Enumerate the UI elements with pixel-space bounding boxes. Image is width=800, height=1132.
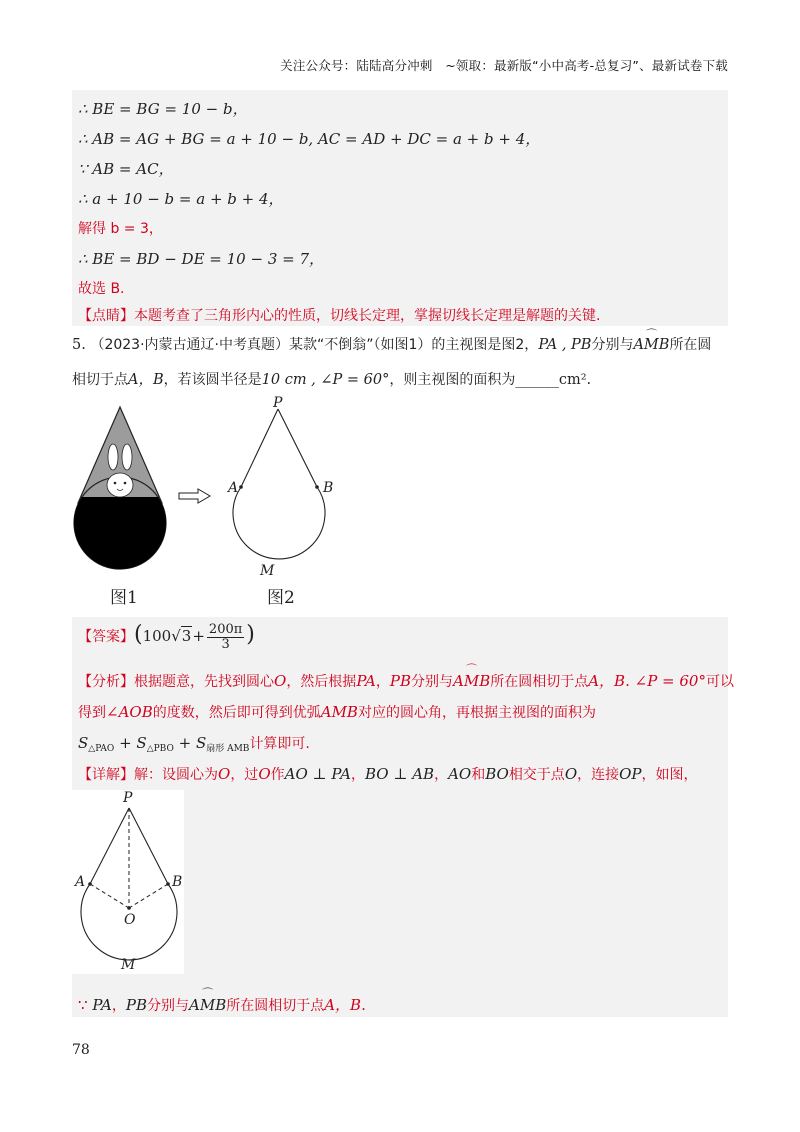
question-text-1a: 某款“不倒翁”（如图1）的主视图是图2，	[288, 337, 539, 353]
solution-line-7: 故选 B.	[78, 281, 125, 297]
analysis-sub-sector: 扇形 AMB	[206, 744, 250, 754]
analysis-math-pb: PB	[389, 672, 411, 690]
question-text-2b: ，若该圆半径是	[163, 372, 262, 388]
detail-text-c: 作	[270, 767, 285, 783]
analysis-text-3-end: 计算即可.	[249, 736, 310, 752]
analysis-sub-pbo: △PBO	[146, 744, 174, 754]
solution-line-6: ∴ BE = BD − DE = 10 − 3 = 7，	[78, 250, 325, 268]
solution-line-2: ∴ AB = AG + BG = a + 10 − b, AC = AD + DC = a + b + 4，	[78, 130, 541, 148]
question-math-pa-pb: PA , PB	[538, 337, 592, 353]
last-line-text-d: 所在圆相切于点	[226, 998, 325, 1014]
question-line-1	[72, 334, 711, 354]
analysis-text-1g: 可以	[705, 674, 734, 690]
analysis-math-plus2: + S	[173, 734, 207, 752]
analysis-text-1e: 所在圆相切于点	[490, 674, 589, 690]
detail-math-o2: O	[258, 765, 271, 783]
detail-math-o: O	[218, 765, 231, 783]
last-line-pb: PB	[125, 996, 147, 1014]
figure-2-label-p: P	[273, 395, 283, 411]
question-math-points: A，B	[128, 372, 164, 388]
answer-sqrt-value: 3	[181, 627, 192, 645]
detail-text-e: ，	[434, 767, 449, 783]
last-line-pa: PA	[92, 996, 112, 1014]
figure-2-label-b: B	[323, 480, 334, 496]
figure-3-label-p: P	[123, 790, 133, 806]
analysis-text-2c: 对应的圆心角，再根据主视图的面积为	[357, 705, 596, 721]
answer-coefficient: 100	[142, 627, 172, 645]
detail-math-op: OP	[619, 765, 642, 783]
answer-frac-num: 200π	[208, 621, 243, 637]
detail-text-g: 相交于点	[508, 767, 565, 783]
arrow-icon	[178, 488, 212, 504]
figure-3-label-b: B	[172, 874, 183, 890]
answer-tag: 【答案】	[78, 629, 134, 645]
analysis-math-pa: PA	[356, 672, 376, 690]
detail-text-h: ，连接	[577, 767, 620, 783]
answer-plus: +	[192, 627, 205, 645]
detail-text-a: 解：设圆心为	[134, 767, 218, 783]
page-number: 78	[72, 1042, 90, 1058]
analysis-text-2a: 得到	[78, 705, 106, 721]
figure-3-label-a: A	[75, 874, 86, 890]
last-line-ab: A，B	[324, 996, 362, 1014]
analysis-text-1d: 分别与	[411, 674, 453, 690]
question-text-1b: 分别与	[591, 337, 634, 353]
analysis-sub-pao: △PAO	[88, 744, 115, 754]
analysis-text-2b: 的度数，然后即可得到优弧	[152, 705, 321, 721]
analysis-math-amb: AMB	[320, 703, 358, 721]
figure-3-diagram	[72, 790, 184, 974]
analysis-math-angle-aob: ∠AOB	[106, 703, 153, 721]
solution-line-4: ∴ a + 10 − b = a + b + 4，	[78, 190, 284, 208]
figure-1-caption: 图1	[110, 588, 138, 608]
question-text-1c: 所在圆	[669, 337, 712, 353]
detail-tag: 【详解】	[78, 767, 134, 783]
solution-line-3: ∵ AB = AC，	[78, 160, 174, 178]
answer-unit: cm².	[558, 372, 592, 388]
solution-line-1: ∴ BE = BG = 10 − b，	[78, 100, 248, 118]
question-source: （2023·内蒙古通辽·中考真题）	[90, 337, 289, 353]
answer-blank: ______	[515, 372, 559, 388]
last-line-because: ∵	[78, 996, 93, 1014]
solution-line-5: 解得 b = 3，	[78, 221, 163, 237]
question-math-radius-angle: 10 cm , ∠P = 60°	[261, 372, 390, 388]
analysis-math-s: S	[78, 734, 89, 752]
analysis-text-1a: 根据题意，先找到圆心	[134, 674, 274, 690]
analysis-math-o: O	[274, 672, 287, 690]
last-line-text-c: 分别与	[147, 998, 189, 1014]
question-text-2a: 相切于点	[72, 372, 128, 388]
comment-line	[78, 305, 600, 325]
detail-text-d: ，	[350, 767, 365, 783]
question-number: 5.	[72, 337, 86, 353]
answer-line: 【答案】(100√3+ $\frac{200\pi}{3}$ )	[78, 621, 255, 652]
analysis-arc-amb: ⌒ AMB	[453, 672, 490, 690]
analysis-line-1	[78, 670, 734, 691]
figure-2-caption: 图2	[267, 588, 295, 608]
detail-math-o3: O	[564, 765, 578, 783]
analysis-text-1b: ，然后根据	[286, 674, 357, 690]
comment-tag: 【点睛】	[78, 308, 134, 324]
comment-text: 本题考查了三角形内心的性质，切线长定理，掌握切线长定理是解题的关键.	[134, 308, 601, 324]
question-text-2c: ，则主视图的面积为	[389, 372, 516, 388]
answer-fraction	[207, 623, 244, 651]
detail-text-f: 和	[471, 767, 486, 783]
analysis-line-2	[78, 702, 596, 722]
answer-paren-close: )	[246, 622, 255, 647]
detail-text-b: ，过	[230, 767, 259, 783]
last-line-comma: ，	[111, 998, 126, 1014]
detail-text-i: ，如图，	[641, 767, 698, 783]
analysis-line-3	[78, 733, 310, 754]
answer-paren-open: (	[134, 622, 143, 647]
analysis-text-1f: .	[625, 672, 635, 690]
analysis-math-plus1: + S	[114, 734, 147, 752]
detail-math-ao: AO	[448, 765, 472, 783]
figure-3-label-m: M	[121, 957, 136, 973]
figure-3-label-o: O	[124, 912, 136, 928]
analysis-tag: 【分析】	[78, 674, 134, 690]
detail-math-bo: BO	[485, 765, 509, 783]
detail-math-bo-ab: BO ⊥ AB	[364, 765, 435, 783]
last-line-arc-amb: ⌒ AMB	[189, 996, 226, 1014]
figure-1-tumbler	[70, 405, 170, 575]
figure-2-label-a: A	[228, 480, 239, 496]
analysis-text-1c: ，	[375, 674, 390, 690]
analysis-math-angle-p: ∠P = 60°	[634, 672, 706, 690]
answer-frac-den: 3	[221, 636, 230, 652]
page-header: 关注公众号：陆陆高分冲刺 ~领取：最新版“小中高考-总复习”、最新试卷下载	[280, 58, 728, 73]
detail-math-ao-pa: AO ⊥ PA	[284, 765, 351, 783]
last-line	[78, 994, 366, 1015]
figure-2-label-m: M	[260, 563, 275, 579]
question-arc-amb: ⌒ AMB	[633, 337, 669, 353]
question-line-2	[72, 368, 591, 389]
analysis-math-ab: A，B	[588, 672, 626, 690]
detail-line	[78, 764, 698, 784]
last-line-period: .	[361, 996, 366, 1014]
